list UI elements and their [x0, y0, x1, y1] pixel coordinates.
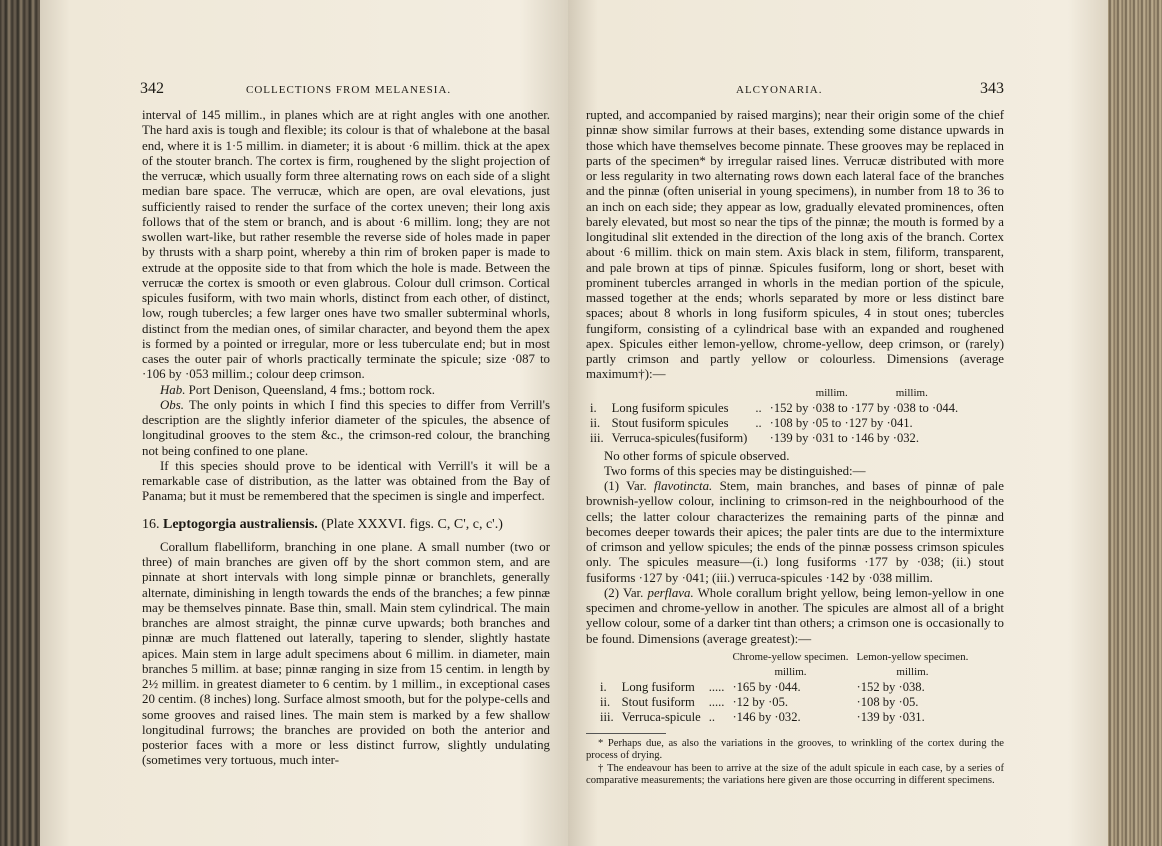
table-row: ii. Stout fusiform ..... ·12 by ·05. ·108 by ·05. — [600, 694, 919, 709]
observation-paragraph — [142, 398, 550, 459]
table-row: ii. Stout fusiform spicules .. ·108 by ·05 to ·127 by ·041. — [590, 415, 913, 430]
species-heading — [142, 517, 550, 532]
variety-1: (1) Var. flavotincta. Stem, main branches, and bases of pinnæ of pale brownish-yellow colour, inclining to crimson-red in the neighbourhood of the cells; the latter colour characterizes the remaining parts of the pinnæ and becomes deeper towards their apices; the paler tints are due to the intermixture of crimson and yellow spicules; the ends of the pinnæ possess crimson spicules only. The spicules measure—(i.) long fusiforms ·177 by ·038; (ii.) stout fusiforms ·127 by ·041; (iii.) verruca-spicules ·142 by ·038 millim. — [586, 479, 1004, 585]
paragraph: interval of 145 millim., in planes which are at right angles with one another. The hard axis is tough and flexible; its colour is that of whalebone at the basal end, where it is 1·5 millim. in diameter; it is about ·6 millim. thick at the apex of the stouter branch. The cortex is firm, roughened by the slight projection of the verrucæ, which usually form three alternating rows on each side of a slight median bare space. The verrucæ, which are open, are oval elevations, just sufficiently raised to render the surface of the cortex uneven; their long axis follows that of the stem or branch, and is about ·6 millim. long; they are not swollen wart-like, but rather resemble the reverse side of holes made in paper by thrusts with a sharp point, whereby a thin rim of broken paper is made to extrude at the opposite side to that from which the hole is made. Between the verrucæ the cortex is smooth or even glabrous. Colour dull crimson. Cortical spicules fusiform, with two main whorls, distinct from each other, of distinct, low, rough tubercles; a few larger ones have two smaller subterminal whorls, distinct from the median ones, of similar character, and beyond them the apex is formed by a pointed or irregular, more or less tuberculate end; but in most cases the outer pair of whorls practically terminate the spicule; size ·087 to ·106 by ·053 millim.; colour deep crimson. — [142, 108, 550, 382]
right-text-column — [586, 108, 1004, 788]
left-page — [40, 0, 568, 846]
book-edge-right — [1106, 0, 1162, 846]
paragraph: No other forms of spicule observed. — [604, 448, 790, 463]
running-head: ALCYONARIA. — [736, 84, 823, 96]
table-row: iii. Verruca-spicule .. ·146 by ·032. ·139 by ·031. — [600, 709, 925, 724]
paragraph: rupted, and accompanied by raised margins); near their origin some of the chief pinnæ show similar furrows at their bases, extending some distance upwards in those which have themselves become pinnate. These grooves may be replaced in parts of the specimen* by irregular raised lines. Verrucæ distributed with more or less regularity in two alternating rows down each lateral face of the branches and the pinnæ (often uniserial in young specimens), in number from 18 to 36 to an inch on each side; they appear as low, gradually elevated prominences, often barely elevated, but most so near the tips of the pinnæ; the mouth is formed by a longitudinal slit extended in the direction of the long axis of the branch. Cortex about ·6 millim. thick on main stem. Axis black in stem, filiform, transparent, and pale brown at tips of pinnæ. Spicules fusiform, long or short, beset with prominent tubercles arranged in whorls in the median portion of the spicule, massed together at the ends; whorls separated by more or less distinct bare spaces; about 8 whorls in long fusiform spicules, 4 in stout ones; tubercles fungiform, consisting of a cylindrical base with an expanded and roughened apex. Spicules either lemon-yellow, chrome-yellow, deep crimson, or (rarely) partly crimson and partly yellow or colourless. Dimensions (average maximum†):— — [586, 108, 1004, 382]
right-page — [568, 0, 1108, 846]
table-row: i. Long fusiform ..... ·165 by ·044. ·152 by ·038. — [600, 679, 925, 694]
unit-label: millim. millim. — [815, 386, 928, 399]
page-number: 343 — [980, 80, 1004, 97]
variety-2: (2) Var. perflava. Whole corallum bright yellow, being lemon-yellow in one specimen and chrome-yellow in another. The spicules are almost all of a bright yellow colour, some of a darker tint than others; a crimson one is occasionally to be found. Dimensions (average greatest):— — [586, 585, 1004, 646]
species-number: 16. — [142, 516, 160, 532]
footnote: † The endeavour has been to arrive at the size of the adult spicule in each case, by a series of comparative measurements; the variations here given are those occurring in different specimens. — [586, 762, 1004, 787]
dimensions-table — [586, 386, 962, 446]
paragraph: Two forms of this species may be distinguished:— — [604, 463, 866, 478]
habitat-text: Port Denison, Queensland, 4 fms.; bottom rock. — [188, 382, 435, 397]
species-name: Leptogorgia australiensis. — [163, 516, 318, 532]
habitat-line — [142, 383, 550, 398]
footnote-rule — [586, 733, 666, 734]
plate-reference: (Plate XXXVI. figs. C, C', c, c'.) — [321, 516, 503, 532]
paragraph: If this species should prove to be identical with Verrill's it will be a remarkable case of distribution, as the latter was obtained from the Bay of Panama; but it must be remembered that the specimen is single and imperfect. — [142, 458, 550, 504]
running-head: COLLECTIONS FROM MELANESIA. — [246, 84, 452, 96]
observation-text: The only points in which I find this species to differ from Verrill's description are the slightly inferior diameter of the spicules, the absence of longitudinal grooves to the stem &c., the crimson-red colour, the branching not being confined to one plane. — [142, 397, 550, 458]
variety-dimensions-table: Chrome-yellow specimen. Lemon-yellow specimen. millim. millim. i. Long fusiform ..... ·165 by ·044. ·152 by ·038. ii. Stout fusiform ..... ·12 by ·05. ·108 by ·05. iii. Verruca-spicule .. ·146 by ·032. ·139 by ·031. — [596, 650, 972, 725]
footnote: * Perhaps due, as also the variations in the grooves, to wrinkling of the cortex during the process of drying. — [586, 737, 1004, 762]
obs-label: Obs. — [160, 397, 184, 412]
hab-label: Hab. — [160, 382, 186, 397]
table-row: i. Long fusiform spicules .. ·152 by ·038 to ·177 by ·038 to ·044. — [590, 400, 959, 415]
species-description: Corallum flabelliform, branching in one plane. A small number (two or three) of main branches are given off by the short common stem, and are pinnate at short intervals with long simple pinnæ or branchlets, generally alternate, diminishing in length towards the ends of the branches; a few pinnæ may be themselves pinnate. Base thin, small. Main stem cylindrical. The main branches are almost straight, the pinnæ curve upwards; both branches and pinnæ are much flattened out laterally, tapering to slender, slightly hastate apices. Main stem in large adult specimens about 6 millim. in diameter, main branches 5 millim. at base; pinnæ ranging in size from 15 centim. in length by 2½ millim. in greatest diameter to 6 centim. by 1 millim., in exceptional cases 20 centim. (8 inches) long. Surface almost smooth, but for the polype-cells and some grooves and raised lines. The main stem is marked by a few shallow longitudinal furrows; the branches are provided on both the anterior and posterior faces with a more or less distinct furrow, slightly undulating (sometimes very tortuous, much inter- — [142, 539, 550, 768]
left-text-column — [142, 108, 550, 769]
table-row: iii. Verruca-spicules(fusiform) ·139 by ·031 to ·146 by ·032. — [590, 430, 920, 445]
page-number: 342 — [140, 80, 164, 97]
